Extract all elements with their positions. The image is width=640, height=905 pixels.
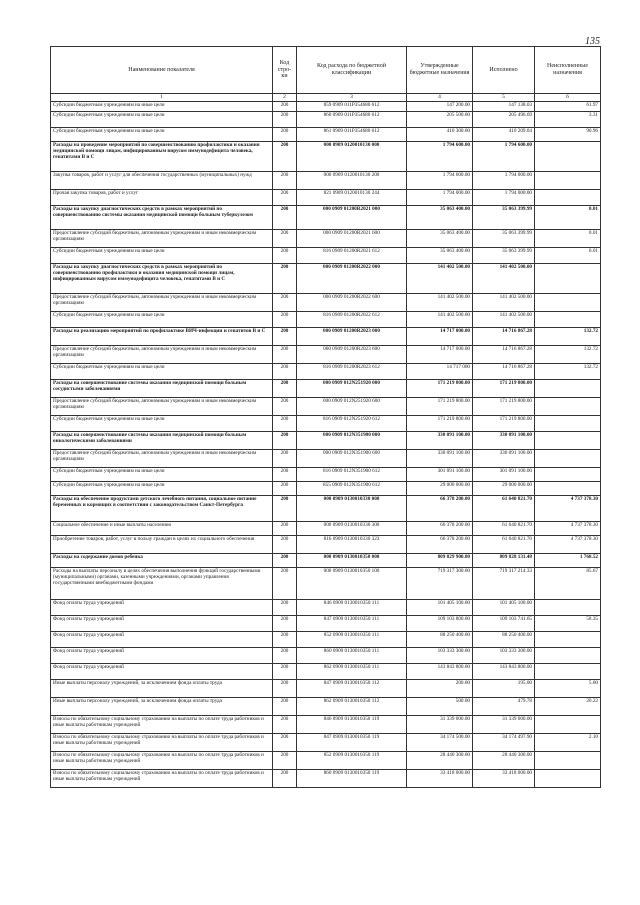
row-classification-code: 000 0909 01200R2022 600 [297, 294, 407, 312]
row-unexecuted-amount: 4 737 378.30 [535, 522, 601, 536]
table-row [51, 632, 601, 648]
row-classification-code: 855 0909 012N351900 612 [297, 482, 407, 496]
row-line-code: 200 [273, 364, 297, 380]
row-approved-amount: 330 091 100.00 [407, 450, 473, 468]
row-line-code: 200 [273, 648, 297, 664]
row-approved-amount: 809 829 900.00 [407, 554, 473, 568]
row-classification-code: 000 0909 01200R2021 600 [297, 230, 407, 248]
row-unexecuted-amount: 132.72 [535, 364, 601, 380]
header-approved: Утвержденные бюджетные назначения [407, 47, 473, 94]
row-name: Субсидии бюджетным учреждениям на иные цели [51, 312, 273, 328]
column-number: 1 [51, 94, 273, 102]
row-executed-amount: 35 063 399.99 [473, 230, 535, 248]
row-classification-code: 816 0909 012N351900 612 [297, 468, 407, 482]
row-approved-amount: 147 200.00 [407, 102, 473, 112]
row-classification-code: 000 0909 012N251920 000 [297, 380, 407, 398]
row-name: Иные выплаты персоналу учреждений, за исключением фонда оплаты труда [51, 680, 273, 698]
row-executed-amount: 28 440 300.00 [473, 752, 535, 770]
row-line-code: 200 [273, 112, 297, 128]
row-classification-code: 816 0909 0130010330 323 [297, 536, 407, 554]
row-executed-amount: 1 794 000.00 [473, 172, 535, 190]
row-unexecuted-amount: 61.97 [535, 102, 601, 112]
row-unexecuted-amount [535, 664, 601, 680]
column-number: 5 [473, 94, 535, 102]
row-name: Субсидии бюджетным учреждениям на иные цели [51, 102, 273, 112]
row-classification-code: 000 0909 012N351900 000 [297, 432, 407, 450]
row-line-code: 200 [273, 468, 297, 482]
row-approved-amount: 31 339 000.00 [407, 716, 473, 734]
row-approved-amount: 141 402 500.00 [407, 312, 473, 328]
row-executed-amount: 330 091 100.00 [473, 450, 535, 468]
row-classification-code: 816 0909 01200R2022 612 [297, 312, 407, 328]
row-line-code: 200 [273, 554, 297, 568]
row-approved-amount: 301 091 100.00 [407, 468, 473, 482]
table-row [51, 568, 601, 600]
row-executed-amount: 61 640 821.70 [473, 536, 535, 554]
row-unexecuted-amount: 5.00 [535, 680, 601, 698]
row-name: Расходы на реализацию мероприятий по профилактике ВИЧ-инфекции и гепатитов В и С [51, 328, 273, 346]
row-unexecuted-amount: 2.10 [535, 734, 601, 752]
row-classification-code: 862 0909 0130010350 112 [297, 698, 407, 716]
row-executed-amount: 33 418 000.00 [473, 770, 535, 788]
row-approved-amount: 14 717 000.00 [407, 346, 473, 364]
row-classification-code: 821 0909 0120010130 244 [297, 190, 407, 206]
row-name: Фонд оплаты труда учреждений [51, 600, 273, 616]
row-unexecuted-amount [535, 482, 601, 496]
row-line-code: 200 [273, 248, 297, 264]
row-unexecuted-amount [535, 172, 601, 190]
row-name: Предоставление субсидий бюджетным, автономным учреждениям и иным некоммерческим организациям [51, 450, 273, 468]
row-unexecuted-amount [535, 632, 601, 648]
row-approved-amount: 171 219 800.00 [407, 416, 473, 432]
row-classification-code: 000 0909 0130010350 100 [297, 568, 407, 600]
row-name: Социальное обеспечение и иные выплаты населению [51, 522, 273, 536]
row-executed-amount: 410 209.04 [473, 128, 535, 142]
row-classification-code: 852 0909 0130010350 119 [297, 752, 407, 770]
row-approved-amount: 171 219 800.00 [407, 380, 473, 398]
row-unexecuted-amount: 0.01 [535, 230, 601, 248]
row-line-code: 200 [273, 328, 297, 346]
row-executed-amount: 141 402 500.00 [473, 264, 535, 294]
row-executed-amount: 330 091 100.00 [473, 432, 535, 450]
row-unexecuted-amount: 58.35 [535, 616, 601, 632]
row-executed-amount: 34 174 497.90 [473, 734, 535, 752]
row-classification-code: 846 0909 0130010350 119 [297, 716, 407, 734]
table-row [51, 172, 601, 190]
row-line-code: 200 [273, 536, 297, 554]
row-executed-amount: 1 794 000.00 [473, 190, 535, 206]
row-name: Расходы на проведение мероприятий по совершенствованию профилактики и оказания медицинской помощи лицам, инфицированным вирусом иммунодефицита человека, гепатитами В и С [51, 142, 273, 172]
row-name: Расходы на закупку диагностических средств в рамках мероприятий по совершенствованию профилактики и оказания медицинской помощи лицам, инфицированным вирусом иммунодефицита человека, гепатитами В и С [51, 264, 273, 294]
table-row [51, 264, 601, 294]
header-name: Наименование показателя [51, 47, 273, 94]
row-name: Прочая закупка товаров, работ и услуг [51, 190, 273, 206]
row-line-code: 200 [273, 230, 297, 248]
row-approved-amount: 33 418 000.00 [407, 770, 473, 788]
table-row [51, 128, 601, 142]
row-line-code: 200 [273, 264, 297, 294]
table-body [51, 102, 601, 788]
row-unexecuted-amount [535, 468, 601, 482]
row-name: Расходы на обеспечение продуктами детского лечебного питания, социальное питание беременных и кормящих в соответствии с законодательством Санкт-Петербурга [51, 496, 273, 522]
row-line-code: 200 [273, 380, 297, 398]
header-executed: Исполнено [473, 47, 535, 94]
table-row [51, 190, 601, 206]
row-classification-code: 859 0909 011Р354680 612 [297, 102, 407, 112]
row-classification-code: 000 0909 01200R2023 600 [297, 346, 407, 364]
row-unexecuted-amount [535, 190, 601, 206]
row-classification-code: 816 0909 012N251920 612 [297, 416, 407, 432]
row-classification-code: 862 0909 0130010350 111 [297, 664, 407, 680]
row-name: Взносы по обязательному социальному страхованию на выплаты по оплате труда работников и иные выплаты работникам учреждений [51, 716, 273, 734]
column-number: 6 [535, 94, 601, 102]
row-classification-code: 000 0909 01200R2021 000 [297, 206, 407, 230]
row-name: Взносы по обязательному социальному страхованию на выплаты по оплате труда работников и иные выплаты работникам учреждений [51, 734, 273, 752]
row-unexecuted-amount [535, 416, 601, 432]
row-line-code: 200 [273, 680, 297, 698]
row-executed-amount: 14 716 867.28 [473, 364, 535, 380]
row-executed-amount: 29 000 000.00 [473, 482, 535, 496]
row-name: Фонд оплаты труда учреждений [51, 648, 273, 664]
header-classification: Код расхода по бюджетной классификации [297, 47, 407, 94]
row-approved-amount: 200.00 [407, 680, 473, 698]
row-line-code: 200 [273, 312, 297, 328]
row-executed-amount: 171 219 800.00 [473, 380, 535, 398]
row-approved-amount: 719 317 300.00 [407, 568, 473, 600]
row-name: Иные выплаты персоналу учреждений, за исключением фонда оплаты труда [51, 698, 273, 716]
row-approved-amount: 66 378 200.00 [407, 536, 473, 554]
row-executed-amount: 141 402 500.00 [473, 294, 535, 312]
row-classification-code: 860 0909 0130010350 111 [297, 648, 407, 664]
row-classification-code: 861 0909 011Р354680 612 [297, 128, 407, 142]
row-approved-amount: 205 500.00 [407, 112, 473, 128]
row-unexecuted-amount [535, 716, 601, 734]
row-executed-amount: 143 843 800.00 [473, 664, 535, 680]
row-approved-amount: 66 378 200.00 [407, 496, 473, 522]
row-line-code: 200 [273, 416, 297, 432]
table-row [51, 416, 601, 432]
row-approved-amount: 34 174 500.00 [407, 734, 473, 752]
table-row [51, 716, 601, 734]
table-row [51, 398, 601, 416]
table-row [51, 616, 601, 632]
row-unexecuted-amount: 0.01 [535, 248, 601, 264]
row-executed-amount: 31 339 000.00 [473, 716, 535, 734]
row-executed-amount: 479.78 [473, 698, 535, 716]
row-executed-amount: 35 063 399.99 [473, 206, 535, 230]
row-executed-amount: 205 496.69 [473, 112, 535, 128]
row-unexecuted-amount [535, 770, 601, 788]
row-name: Взносы по обязательному социальному страхованию на выплаты по оплате труда работников и иные выплаты работникам учреждений [51, 770, 273, 788]
row-unexecuted-amount: 3.31 [535, 112, 601, 128]
row-classification-code: 816 0909 01200R2021 612 [297, 248, 407, 264]
row-name: Предоставление субсидий бюджетным, автономным учреждениям и иным некоммерческим организациям [51, 398, 273, 416]
row-approved-amount: 330 091 100.00 [407, 432, 473, 450]
row-approved-amount: 29 000 000.00 [407, 482, 473, 496]
row-line-code: 200 [273, 522, 297, 536]
row-classification-code: 816 0909 01200R2023 612 [297, 364, 407, 380]
table-row [51, 450, 601, 468]
table-row [51, 536, 601, 554]
row-approved-amount: 141 402 500.00 [407, 294, 473, 312]
row-approved-amount: 171 219 800.00 [407, 398, 473, 416]
row-executed-amount: 719 317 214.33 [473, 568, 535, 600]
row-name: Фонд оплаты труда учреждений [51, 664, 273, 680]
row-name: Расходы на закупку диагностических средств в рамках мероприятий по совершенствованию системы оказания медицинской помощи больным туберкулезом [51, 206, 273, 230]
row-line-code: 200 [273, 496, 297, 522]
row-approved-amount: 1 794 600.00 [407, 172, 473, 190]
row-approved-amount: 14 717 000 [407, 364, 473, 380]
row-line-code: 200 [273, 698, 297, 716]
table-row [51, 142, 601, 172]
row-classification-code: 000 0909 0130010330 000 [297, 496, 407, 522]
row-unexecuted-amount: 4 737 378.30 [535, 536, 601, 554]
row-executed-amount: 103 333 300.00 [473, 648, 535, 664]
row-line-code: 200 [273, 616, 297, 632]
row-name: Субсидии бюджетным учреждениям на иные цели [51, 468, 273, 482]
table-row [51, 664, 601, 680]
row-approved-amount: 35 063 400.00 [407, 248, 473, 264]
row-unexecuted-amount: 0.01 [535, 206, 601, 230]
row-name: Субсидии бюджетным учреждениям на иные цели [51, 364, 273, 380]
row-name: Предоставление субсидий бюджетным, автономным учреждениям и иным некоммерческим организациям [51, 230, 273, 248]
row-approved-amount: 14 717 000.00 [407, 328, 473, 346]
row-line-code: 200 [273, 482, 297, 496]
row-line-code: 200 [273, 294, 297, 312]
table-row [51, 102, 601, 112]
row-executed-amount: 101 405 100.00 [473, 600, 535, 616]
row-classification-code: 847 0909 0130010350 119 [297, 734, 407, 752]
row-approved-amount: 143 843 800.00 [407, 664, 473, 680]
table-row [51, 230, 601, 248]
row-approved-amount: 28 440 300.00 [407, 752, 473, 770]
row-unexecuted-amount [535, 600, 601, 616]
row-name: Субсидии бюджетным учреждениям на иные цели [51, 416, 273, 432]
table-row [51, 380, 601, 398]
table-row [51, 482, 601, 496]
row-name: Расходы на совершенствование системы оказания медицинской помощи больным сосудистыми заболеваниями [51, 380, 273, 398]
column-number-row [51, 94, 601, 102]
row-name: Закупка товаров, работ и услуг для обеспечения государственных (муниципальных) нужд [51, 172, 273, 190]
row-executed-amount: 147 138.03 [473, 102, 535, 112]
row-name: Расходы на совершенствование системы оказания медицинской помощи больным онкологическими заболеваниями [51, 432, 273, 450]
row-unexecuted-amount: 85.67 [535, 568, 601, 600]
row-line-code: 200 [273, 664, 297, 680]
table-row [51, 680, 601, 698]
row-name: Предоставление субсидий бюджетным, автономным учреждениям и иным некоммерческим организациям [51, 346, 273, 364]
row-classification-code: 000 0909 01200R2023 000 [297, 328, 407, 346]
row-approved-amount: 103 333 300.00 [407, 648, 473, 664]
row-line-code: 200 [273, 398, 297, 416]
row-classification-code: 000 0909 012N251920 600 [297, 398, 407, 416]
row-approved-amount: 410 300.00 [407, 128, 473, 142]
header-unexecuted: Неисполненные назначения [535, 47, 601, 94]
row-classification-code: 000 0909 012N351900 600 [297, 450, 407, 468]
row-line-code: 200 [273, 716, 297, 734]
table-row [51, 364, 601, 380]
row-classification-code: 000 0909 01200R2022 000 [297, 264, 407, 294]
table-row [51, 248, 601, 264]
row-line-code: 200 [273, 206, 297, 230]
row-line-code: 200 [273, 102, 297, 112]
row-classification-code: 846 0909 0130010350 111 [297, 600, 407, 616]
column-number: 3 [297, 94, 407, 102]
row-line-code: 200 [273, 142, 297, 172]
row-unexecuted-amount [535, 648, 601, 664]
table-row [51, 294, 601, 312]
row-name: Расходы на выплаты персоналу в целях обеспечения выполнения функций государственными (муниципальными) органами, казенными учреждениями, органами управления государственными внебюджетными фондами [51, 568, 273, 600]
row-unexecuted-amount [535, 380, 601, 398]
row-executed-amount: 195.00 [473, 680, 535, 698]
row-executed-amount: 14 716 867.28 [473, 328, 535, 346]
row-classification-code: 860 0909 011Р354680 612 [297, 112, 407, 128]
row-line-code: 200 [273, 734, 297, 752]
table-row [51, 698, 601, 716]
row-unexecuted-amount [535, 142, 601, 172]
row-line-code: 200 [273, 172, 297, 190]
row-executed-amount: 171 219 800.00 [473, 416, 535, 432]
row-line-code: 200 [273, 600, 297, 616]
row-executed-amount: 88 250 400.00 [473, 632, 535, 648]
row-line-code: 200 [273, 128, 297, 142]
row-name: Взносы по обязательному социальному страхованию на выплаты по оплате труда работников и иные выплаты работникам учреждений [51, 752, 273, 770]
row-executed-amount: 109 103 741.65 [473, 616, 535, 632]
table-row [51, 432, 601, 450]
row-name: Приобретение товаров, работ, услуг в пользу граждан в целях их социального обеспечения [51, 536, 273, 554]
row-approved-amount: 1 794 000.00 [407, 190, 473, 206]
table-row [51, 496, 601, 522]
row-approved-amount: 141 402 500.00 [407, 264, 473, 294]
row-approved-amount: 66 378 200.00 [407, 522, 473, 536]
page-number: 135 [585, 36, 600, 47]
table-row [51, 770, 601, 788]
row-line-code: 200 [273, 190, 297, 206]
row-unexecuted-amount [535, 752, 601, 770]
row-approved-amount: 35 063 400.00 [407, 206, 473, 230]
row-classification-code: 860 0909 0130010350 119 [297, 770, 407, 788]
row-classification-code: 847 0909 0130010350 112 [297, 680, 407, 698]
row-unexecuted-amount: 132.72 [535, 346, 601, 364]
row-approved-amount: 1 794 600.00 [407, 142, 473, 172]
table-header-row [51, 47, 601, 94]
row-line-code: 200 [273, 770, 297, 788]
table-row [51, 522, 601, 536]
row-name: Субсидии бюджетным учреждениям на иные цели [51, 128, 273, 142]
row-unexecuted-amount: 90.96 [535, 128, 601, 142]
table-row [51, 112, 601, 128]
row-executed-amount: 35 063 399.99 [473, 248, 535, 264]
row-approved-amount: 35 063 400.00 [407, 230, 473, 248]
row-approved-amount: 109 103 800.00 [407, 616, 473, 632]
budget-execution-table [50, 46, 601, 788]
row-line-code: 200 [273, 450, 297, 468]
table-row [51, 206, 601, 230]
row-line-code: 200 [273, 568, 297, 600]
row-unexecuted-amount [535, 294, 601, 312]
row-name: Предоставление субсидий бюджетным, автономным учреждениям и иным некоммерческим организациям [51, 294, 273, 312]
row-name: Субсидии бюджетным учреждениям на иные цели [51, 248, 273, 264]
header-code: Код стро- ки [273, 47, 297, 94]
row-executed-amount: 301 091 100.00 [473, 468, 535, 482]
row-name: Фонд оплаты труда учреждений [51, 616, 273, 632]
row-name: Расходы на содержание домов ребенка [51, 554, 273, 568]
table-row [51, 346, 601, 364]
row-executed-amount: 809 828 131.48 [473, 554, 535, 568]
row-unexecuted-amount [535, 264, 601, 294]
row-classification-code: 000 0909 0120010130 000 [297, 142, 407, 172]
row-executed-amount: 141 402 500.00 [473, 312, 535, 328]
row-line-code: 200 [273, 432, 297, 450]
column-number: 4 [407, 94, 473, 102]
row-name: Субсидии бюджетным учреждениям на иные цели [51, 112, 273, 128]
table-row [51, 328, 601, 346]
row-approved-amount: 101 405 100.00 [407, 600, 473, 616]
row-executed-amount: 171 219 800.00 [473, 398, 535, 416]
table-row [51, 600, 601, 616]
row-unexecuted-amount: 1 768.52 [535, 554, 601, 568]
row-classification-code: 847 0909 0130010350 111 [297, 616, 407, 632]
row-classification-code: 000 0909 0130010350 000 [297, 554, 407, 568]
table-row [51, 468, 601, 482]
row-unexecuted-amount: 20.22 [535, 698, 601, 716]
row-unexecuted-amount [535, 398, 601, 416]
row-unexecuted-amount: 4 737 378.30 [535, 496, 601, 522]
row-classification-code: 000 0909 0130010330 300 [297, 522, 407, 536]
table-row [51, 554, 601, 568]
column-number: 2 [273, 94, 297, 102]
table-row [51, 734, 601, 752]
row-classification-code: 852 0909 0130010350 111 [297, 632, 407, 648]
row-approved-amount: 88 250 400.00 [407, 632, 473, 648]
row-unexecuted-amount [535, 312, 601, 328]
row-name: Субсидии бюджетным учреждениям на иные цели [51, 482, 273, 496]
table-row [51, 648, 601, 664]
row-executed-amount: 61 640 821.70 [473, 522, 535, 536]
row-executed-amount: 14 716 867.28 [473, 346, 535, 364]
table-row [51, 752, 601, 770]
row-line-code: 200 [273, 346, 297, 364]
row-executed-amount: 61 640 821.70 [473, 496, 535, 522]
row-line-code: 200 [273, 632, 297, 648]
row-approved-amount: 500.00 [407, 698, 473, 716]
row-unexecuted-amount [535, 432, 601, 450]
row-unexecuted-amount [535, 450, 601, 468]
table-row [51, 312, 601, 328]
row-classification-code: 000 0909 0120010130 200 [297, 172, 407, 190]
row-unexecuted-amount: 132.72 [535, 328, 601, 346]
row-executed-amount: 1 794 600.00 [473, 142, 535, 172]
row-line-code: 200 [273, 752, 297, 770]
row-name: Фонд оплаты труда учреждений [51, 632, 273, 648]
